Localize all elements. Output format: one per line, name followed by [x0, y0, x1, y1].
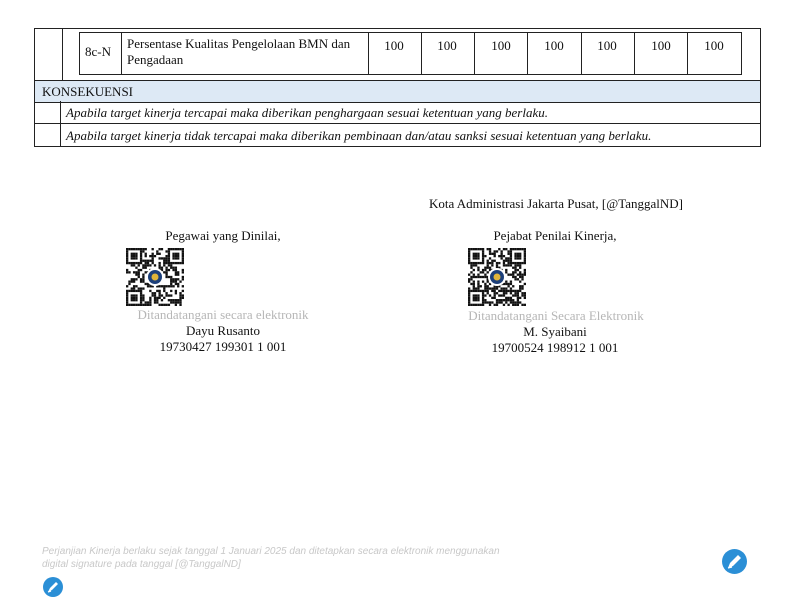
footer-line-2: digital signature pada tanggal [@TanggalND]: [42, 559, 241, 570]
signatory-nip: 19700524 198912 1 001: [491, 340, 619, 355]
consequences-header: [35, 80, 760, 103]
target-value: 100: [384, 38, 404, 53]
signatory-role: Pegawai yang Dinilai,: [165, 228, 281, 243]
target-value: 100: [437, 38, 457, 53]
pen-badge-icon: [42, 576, 64, 598]
signatory-name: M. Syaibani: [523, 324, 587, 339]
qr-code-icon: [126, 248, 184, 306]
target-value: 100: [544, 38, 564, 53]
electronic-signature-note: Ditandatangani secara elektronik: [137, 307, 309, 322]
footer-line-1: Perjanjian Kinerja berlaku sejak tanggal 1 Januari 2025 dan ditetapkan secara elektronik menggunakan: [42, 546, 500, 557]
electronic-signature-note: Ditandatangani Secara Elektronik: [468, 308, 644, 323]
pen-badge-icon: [721, 548, 748, 575]
target-value: 100: [597, 38, 617, 53]
place-date: Kota Administrasi Jakarta Pusat, [@TanggalND]: [428, 196, 684, 211]
target-value: 100: [651, 38, 671, 53]
indicator-name: Persentase Kualitas Pengelolaan BMN dan Pengadaan: [127, 36, 351, 67]
target-value: 100: [491, 38, 511, 53]
signatory-name: Dayu Rusanto: [185, 323, 261, 338]
signatory-nip: 19730427 199301 1 001: [159, 339, 287, 354]
qr-code-icon: [468, 248, 526, 306]
signatory-role: Pejabat Penilai Kinerja,: [493, 228, 617, 243]
indicator-code: 8c-N: [85, 44, 111, 59]
consequence-not-achieved: Apabila target kinerja tidak tercapai maka diberikan pembinaan dan/atau sanksi sesuai ketentuan yang berlaku.: [66, 128, 652, 143]
consequence-achieved: Apabila target kinerja tercapai maka diberikan penghargaan sesuai ketentuan yang berlaku.: [66, 105, 548, 120]
consequences-title: KONSEKUENSI: [42, 84, 133, 99]
target-value: 100: [704, 38, 724, 53]
footer-note: [42, 545, 562, 571]
